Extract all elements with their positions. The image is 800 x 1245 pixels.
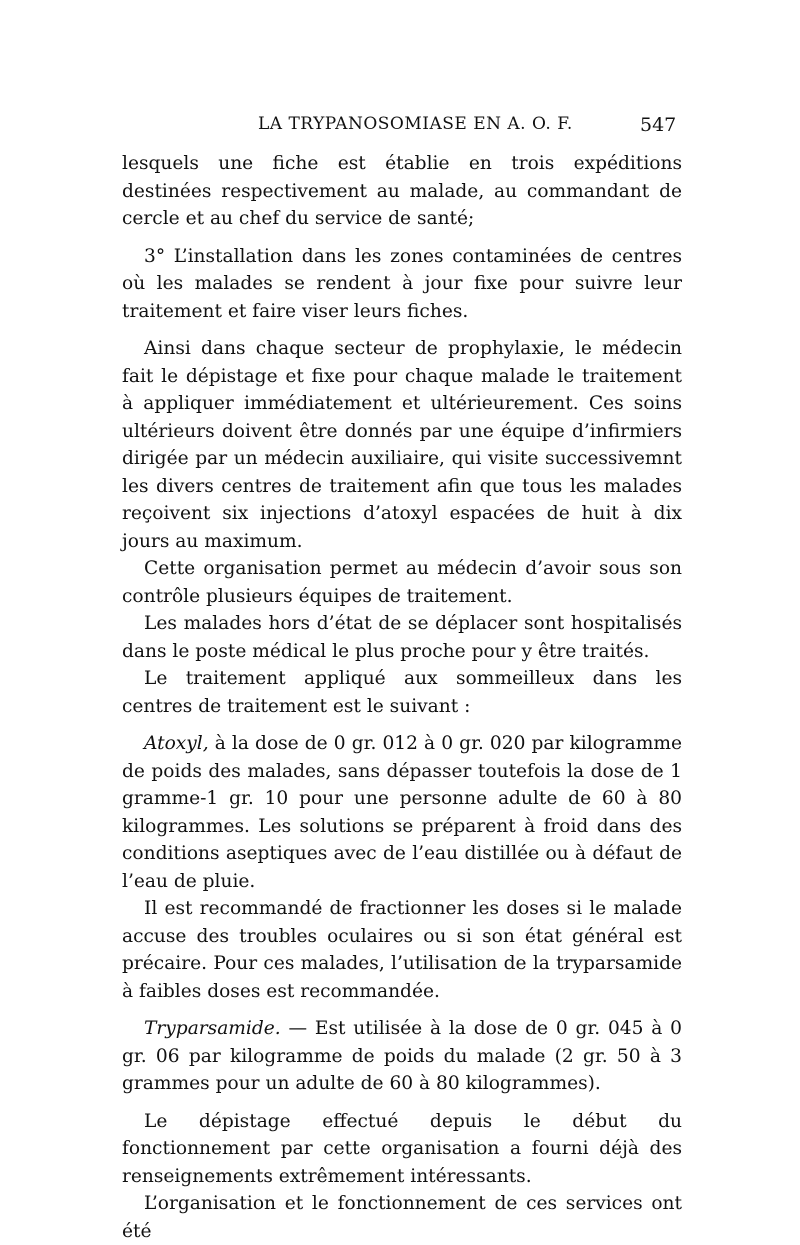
paragraph: 3° L’installation dans les zones contaminées de centres où les malades se rendent à jour fixe pour suivre leur traitement et faire viser leurs fiches. [122, 245, 682, 322]
paragraph: L’organisation et le fonctionnement de ces services ont été [122, 1193, 682, 1242]
paragraph: Le traitement appliqué aux sommeilleux dans les centres de traitement est le suivant : [122, 668, 682, 717]
paragraph-text: à la dose de 0 gr. 012 à 0 gr. 020 par kilogramme de poids des malades, sans dépasser toutefois la dose de 1 gramme-1 gr. 10 pour une personne adulte de 60 à 80 kilogrammes. Les solutions se préparent à froid dans des conditions aseptiques avec de l’eau distillée ou à défaut de l’eau de pluie. [122, 733, 682, 892]
page-number: 547 [640, 114, 677, 136]
body-text [122, 150, 682, 1245]
paragraph: Ainsi dans chaque secteur de prophylaxie, le médecin fait le dépistage et fixe pour chaque malade le traitement à appliquer immédiatement et ultérieurement. Ces soins ultérieurs doivent être donnés par une équipe d’infirmiers dirigée par un médecin auxiliaire, qui visite successivemnt les divers centres de traitement afin que tous les malades reçoivent six injections d’atoxyl espacées de huit à dix jours au maximum. [122, 338, 682, 552]
paragraph: Cette organisation permet au médecin d’avoir sous son contrôle plusieurs équipes de traitement. [122, 558, 682, 607]
paragraph-tryparsamide [122, 1015, 682, 1098]
term-tryparsamide: Tryparsamide. [144, 1018, 281, 1039]
paragraph-text: — Est utilisée à la dose de 0 gr. 045 à 0 gr. 06 par kilogramme de poids du malade (2 gr. 50 à 3 grammes pour un adulte de 60 à 80 kilogrammes). [122, 1018, 682, 1094]
paragraph-atoxyl [122, 730, 682, 895]
paragraph: lesquels une fiche est établie en trois expéditions destinées respectivement au malade, au commandant de cercle et au chef du service de santé; [122, 153, 682, 229]
paragraph: Le dépistage effectué depuis le début du fonctionnement par cette organisation a fourni déjà des renseignements extrêmement intéressants. [122, 1110, 682, 1187]
running-title: LA TRYPANOSOMIASE EN A. O. F. [258, 114, 573, 134]
paragraph: Il est recommandé de fractionner les doses si le malade accuse des troubles oculaires ou si son état général est précaire. Pour ces malades, l’utilisation de la tryparsamide à faibles doses est recommandée. [122, 898, 682, 1002]
term-atoxyl: Atoxyl, [144, 733, 209, 754]
page-header [0, 114, 800, 144]
paragraph: Les malades hors d’état de se déplacer sont hospitalisés dans le poste médical le plus proche pour y être traités. [122, 613, 682, 662]
